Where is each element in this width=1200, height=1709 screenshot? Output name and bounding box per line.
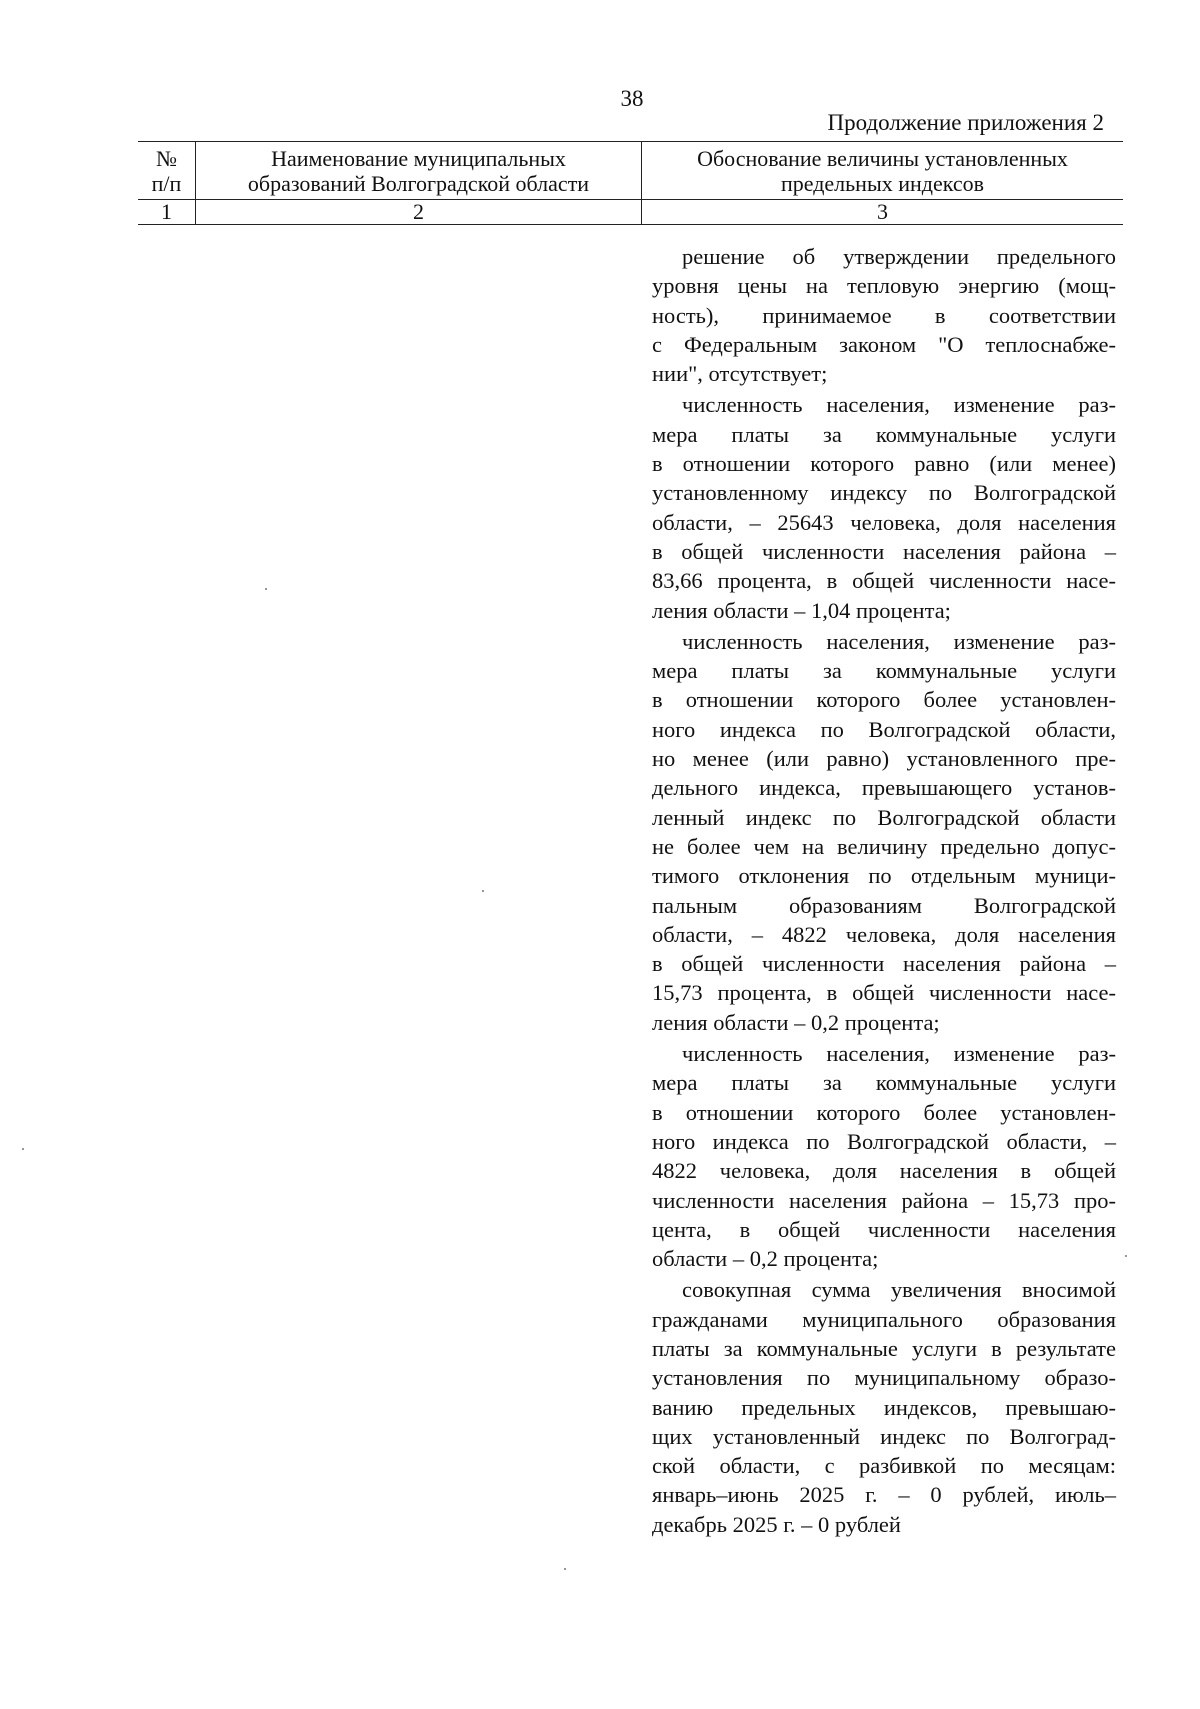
paragraph-line: декабрь 2025 г. – 0 рублей bbox=[652, 1511, 901, 1537]
paragraph-line: ного индекса по Волгоградской области, bbox=[652, 716, 1116, 742]
paragraph-line: 4822 человека, доля населения в общей bbox=[652, 1158, 1116, 1184]
column-number: 3 bbox=[642, 200, 1124, 225]
paragraph-line: в общей численности населения района – bbox=[652, 951, 1116, 977]
paragraph-line: пальным образованиям Волгоградской bbox=[652, 892, 1116, 918]
paragraph-line: ность), принимаемое в соответствии bbox=[652, 302, 1116, 328]
paragraph-line: 15,73 процента, в общей численности насе- bbox=[652, 980, 1116, 1006]
paragraph-line: платы за коммунальные услуги в результате bbox=[652, 1335, 1116, 1361]
paragraph-line: ленный индекс по Волгоградской области bbox=[652, 804, 1116, 830]
column-number: 1 bbox=[138, 200, 196, 225]
justification-text bbox=[652, 242, 1116, 1541]
paragraph-line: численность населения, изменение раз- bbox=[682, 1041, 1116, 1067]
paragraph bbox=[652, 627, 1116, 1037]
paragraph-line: уровня цены на тепловую энергию (мощ- bbox=[652, 273, 1116, 299]
page-number: 38 bbox=[620, 86, 644, 111]
scan-speck bbox=[482, 890, 484, 892]
column-header-municipality-line: Наименование муниципальных bbox=[271, 146, 566, 171]
paragraph-line: численности населения района – 15,73 про- bbox=[652, 1187, 1116, 1213]
column-header-number-line: № bbox=[156, 146, 177, 171]
paragraph-line: решение об утверждении предельного bbox=[682, 244, 1116, 269]
paragraph-line: нии", отсутствует; bbox=[652, 361, 828, 387]
paragraph-line: с Федеральным законом "О теплоснабже- bbox=[652, 331, 1116, 357]
column-header-justification-line: предельных индексов bbox=[780, 171, 985, 196]
paragraph-line: области, – 4822 человека, доля населения bbox=[652, 921, 1116, 947]
column-number: 2 bbox=[196, 200, 642, 225]
paragraph-line: области – 0,2 процента; bbox=[652, 1246, 879, 1272]
paragraph-line: мера платы за коммунальные услуги bbox=[652, 421, 1116, 447]
paragraph bbox=[652, 1039, 1116, 1273]
continuation-label: Продолжение приложения 2 bbox=[827, 110, 1104, 135]
paragraph bbox=[652, 390, 1116, 624]
paragraph-line: не более чем на величину предельно допус- bbox=[652, 833, 1116, 859]
paragraph-line: ской области, с разбивкой по месяцам: bbox=[652, 1453, 1116, 1479]
paragraph bbox=[652, 1275, 1116, 1539]
paragraph-line: в общей численности населения района – bbox=[652, 538, 1116, 564]
paragraph-line: гражданами муниципального образования bbox=[652, 1306, 1116, 1332]
scan-speck bbox=[265, 588, 267, 590]
column-header-municipality bbox=[196, 142, 642, 200]
paragraph bbox=[652, 242, 1116, 388]
paragraph-line: январь–июнь 2025 г. – 0 рублей, июль– bbox=[652, 1482, 1116, 1508]
paragraph-line: ного индекса по Волгоградской области, – bbox=[652, 1128, 1116, 1154]
column-header-municipality-line: образований Волгоградской области bbox=[247, 171, 590, 196]
paragraph-line: области, – 25643 человека, доля населения bbox=[652, 509, 1116, 535]
column-header-number bbox=[138, 142, 196, 200]
paragraph-line: мера платы за коммунальные услуги bbox=[652, 1070, 1116, 1096]
appendix-table-header bbox=[138, 141, 1123, 225]
paragraph-line: совокупная сумма увеличения вносимой bbox=[682, 1277, 1116, 1303]
paragraph-line: дельного индекса, превышающего установ- bbox=[652, 775, 1116, 801]
table-column-numbers-row bbox=[138, 200, 1123, 225]
scan-speck bbox=[1125, 1255, 1127, 1257]
paragraph-line: тимого отклонения по отдельным муници- bbox=[652, 863, 1116, 889]
paragraph-line: численность населения, изменение раз- bbox=[682, 628, 1116, 654]
column-header-number-line: п/п bbox=[151, 171, 182, 196]
paragraph-line: щих установленный индекс по Волгоград- bbox=[652, 1423, 1116, 1449]
paragraph-line: в отношении которого равно (или менее) bbox=[652, 451, 1116, 477]
paragraph-line: ления области – 0,2 процента; bbox=[652, 1009, 940, 1035]
paragraph-line: в отношении которого более установлен- bbox=[652, 1099, 1116, 1125]
paragraph-line: 83,66 процента, в общей численности насе- bbox=[652, 568, 1116, 594]
table-header-row bbox=[138, 142, 1123, 200]
scan-speck bbox=[22, 1148, 24, 1150]
paragraph-line: в отношении которого более установлен- bbox=[652, 687, 1116, 713]
column-header-justification bbox=[642, 142, 1124, 200]
paragraph-line: установления по муниципальному образо- bbox=[652, 1365, 1116, 1391]
paragraph-line: установленному индексу по Волгоградской bbox=[652, 480, 1116, 506]
paragraph-line: ванию предельных индексов, превышаю- bbox=[652, 1394, 1116, 1420]
scan-speck bbox=[564, 1568, 566, 1570]
paragraph-line: мера платы за коммунальные услуги bbox=[652, 658, 1116, 684]
paragraph-line: но менее (или равно) установленного пре- bbox=[652, 746, 1116, 772]
column-header-justification-line: Обоснование величины установленных bbox=[697, 146, 1068, 171]
paragraph-line: ления области – 1,04 процента; bbox=[652, 597, 951, 623]
paragraph-line: численность населения, изменение раз- bbox=[682, 392, 1116, 418]
paragraph-line: цента, в общей численности населения bbox=[652, 1216, 1116, 1242]
